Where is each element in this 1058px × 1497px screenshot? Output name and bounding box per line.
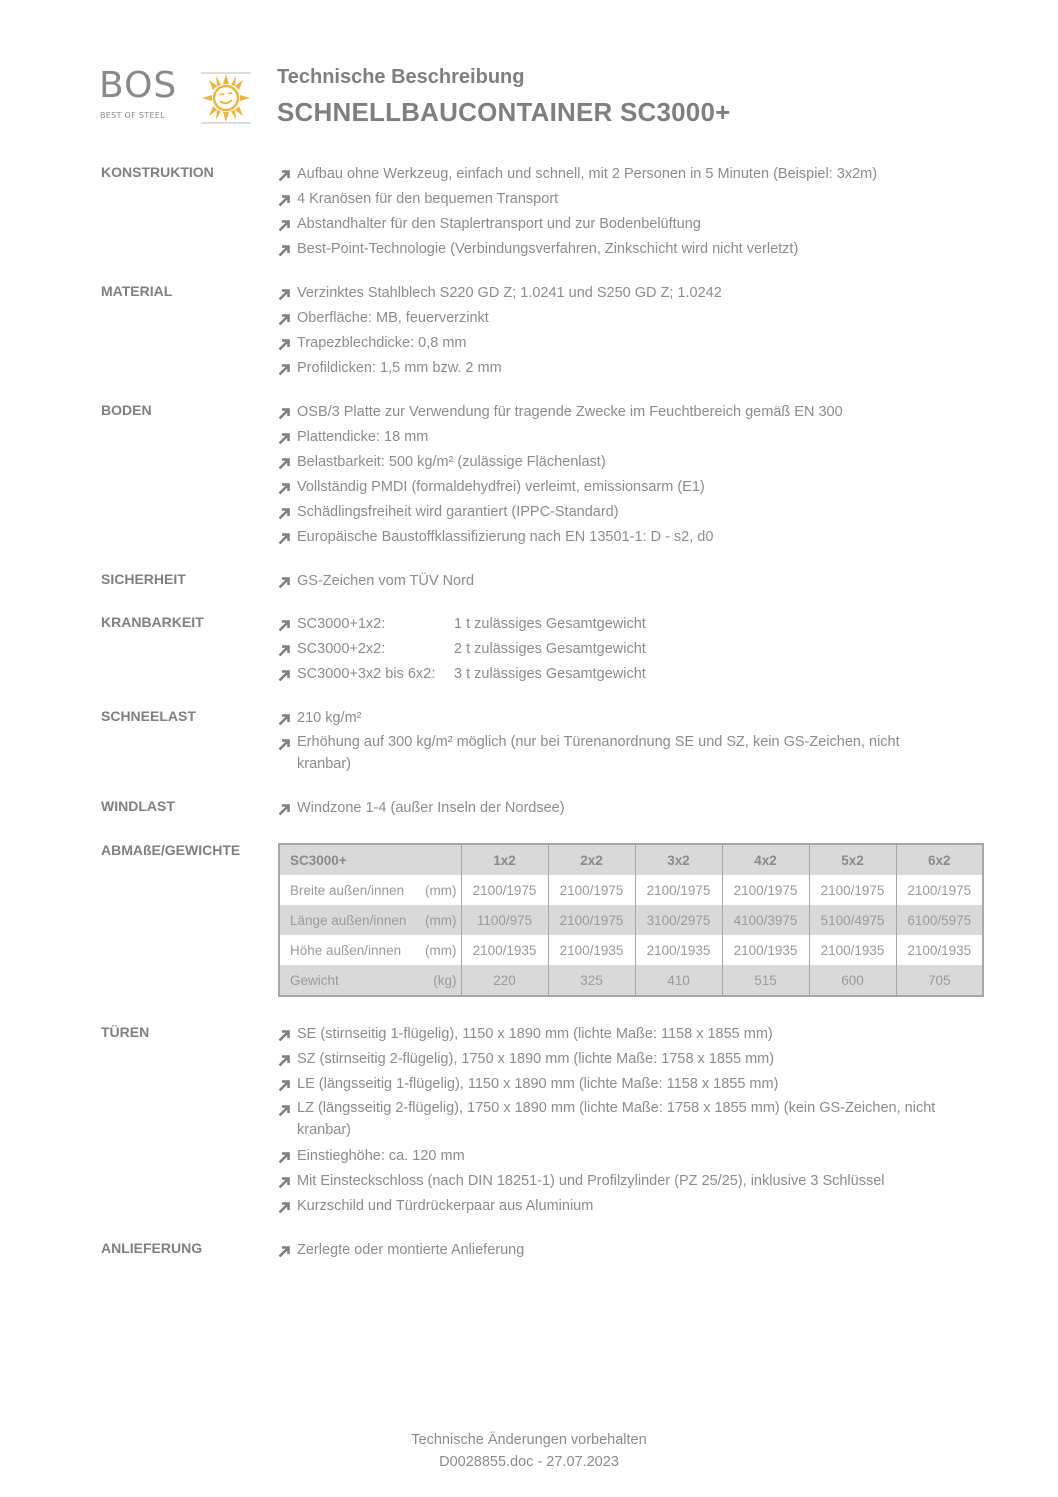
arrow-up-right-icon [278,400,291,425]
section-label: KONSTRUKTION [101,164,214,180]
arrow-up-right-icon [278,796,291,821]
table-cell: 4100/3975 [722,905,809,935]
arrow-up-right-icon [278,1144,291,1169]
list-item: SE (stirnseitig 1-flügelig), 1150 x 1890 mm (lichte Maße: 1158 x 1855 mm) [278,1022,968,1047]
arrow-up-right-icon [278,1194,291,1219]
list-item: Abstandhalter für den Staplertransport und zur Bodenbelüftung [278,212,978,237]
table-cell: 2100/1935 [896,935,983,965]
section-label: ANLIEFERUNG [101,1240,203,1256]
logo-tagline: BEST OF STEEL [100,111,165,120]
arrow-up-right-icon [278,1097,291,1122]
section-label: SCHNEELAST [101,708,196,724]
table-cell: 2100/1935 [809,935,896,965]
table-cell: 5100/4975 [809,905,896,935]
arrow-up-right-icon [278,1022,291,1047]
table-cell: 410 [635,965,722,996]
arrow-up-right-icon [278,450,291,475]
arrow-up-right-icon [278,706,291,731]
arrow-up-right-icon [278,356,291,381]
table-cell: 600 [809,965,896,996]
section-label: SICHERHEIT [101,571,186,587]
arrow-up-right-icon [278,281,291,306]
arrow-up-right-icon [278,612,291,637]
arrow-up-right-icon [278,237,291,262]
arrow-up-right-icon [278,637,291,662]
arrow-up-right-icon [278,500,291,525]
arrow-up-right-icon [278,187,291,212]
table-row [279,875,983,905]
table-header-cell: 5x2 [809,844,896,875]
table-cell: 2100/1975 [548,905,635,935]
table-cell: 2100/1935 [461,935,548,965]
table-cell: 2100/1975 [461,875,548,905]
arrow-up-right-icon [278,569,291,594]
list-item: Mit Einsteckschloss (nach DIN 18251-1) und Profilzylinder (PZ 25/25), inklusive 3 Schlüssel [278,1169,968,1194]
table-cell: 2100/1935 [548,935,635,965]
table-cell: 325 [548,965,635,996]
model-capacity: 1 t zulässiges Gesamtgewicht [454,616,646,632]
table-cell: 2100/1975 [722,875,809,905]
row-label: Länge außen/innen (mm) [279,905,461,935]
logo-brand: BOS [99,65,178,106]
list-item: Kurzschild und Türdrückerpaar aus Aluminium [278,1194,968,1219]
model-capacity: 2 t zulässiges Gesamtgewicht [454,641,646,657]
table-header-cell: 1x2 [461,844,548,875]
list-item: OSB/3 Platte zur Verwendung für tragende Zwecke im Feuchtbereich gemäß EN 300 [278,400,978,425]
sun-logo-icon [199,70,253,126]
list-item: SZ (stirnseitig 2-flügelig), 1750 x 1890 mm (lichte Maße: 1758 x 1855 mm) [278,1047,968,1072]
model-capacity: 3 t zulässiges Gesamtgewicht [454,666,646,682]
arrow-up-right-icon [278,475,291,500]
document-subtitle: Technische Beschreibung [277,66,525,88]
dimensions-table [278,843,984,997]
section-label: WINDLAST [101,798,175,814]
list-item: Oberfläche: MB, feuerverzinkt [278,306,978,331]
table-cell: 2100/1975 [548,875,635,905]
table-cell: 1100/975 [461,905,548,935]
arrow-up-right-icon [278,331,291,356]
table-header-cell: SC3000+ [279,844,461,875]
list-item: Belastbarkeit: 500 kg/m² (zulässige Flächenlast) [278,450,978,475]
arrow-up-right-icon [278,162,291,187]
table-cell: 220 [461,965,548,996]
list-item: Best-Point-Technologie (Verbindungsverfahren, Zinkschicht wird nicht verletzt) [278,237,978,262]
table-cell: 3100/2975 [635,905,722,935]
table-cell: 2100/1975 [809,875,896,905]
table-row [279,935,983,965]
list-item [278,612,978,637]
table-header-cell: 3x2 [635,844,722,875]
arrow-up-right-icon [278,525,291,550]
table-cell: 2100/1935 [635,935,722,965]
list-item: Schädlingsfreiheit wird garantiert (IPPC-Standard) [278,500,978,525]
list-item: GS-Zeichen vom TÜV Nord [278,569,978,594]
table-header-row [279,844,983,875]
arrow-up-right-icon [278,1238,291,1263]
list-item: Plattendicke: 18 mm [278,425,978,450]
list-item: Zerlegte oder montierte Anlieferung [278,1238,978,1263]
table-cell: 515 [722,965,809,996]
document-title: SCHNELLBAUCONTAINER SC3000+ [277,97,731,127]
table-cell: 2100/1935 [722,935,809,965]
table-cell: 2100/1975 [635,875,722,905]
table-cell: 705 [896,965,983,996]
row-label: Breite außen/innen (mm) [279,875,461,905]
list-item: Einstieghöhe: ca. 120 mm [278,1144,968,1169]
section-label: MATERIAL [101,283,173,299]
arrow-up-right-icon [278,662,291,687]
list-item: Erhöhung auf 300 kg/m² möglich (nur bei Türenanordnung SE und SZ, kein GS-Zeichen, nicht kranbar) [278,731,928,778]
model-name: SC3000+1x2: [297,616,386,632]
section-label: BODEN [101,402,152,418]
table-row [279,965,983,996]
table-header-cell: 6x2 [896,844,983,875]
list-item [278,662,978,687]
footer-note: Technische Änderungen vorbehalten [411,1432,647,1448]
arrow-up-right-icon [278,212,291,237]
table-cell: 6100/5975 [896,905,983,935]
model-name: SC3000+3x2 bis 6x2: [297,666,436,682]
list-item: Profildicken: 1,5 mm bzw. 2 mm [278,356,978,381]
arrow-up-right-icon [278,425,291,450]
list-item: Windzone 1-4 (außer Inseln der Nordsee) [278,796,978,821]
list-item: Verzinktes Stahlblech S220 GD Z; 1.0241 und S250 GD Z; 1.0242 [278,281,978,306]
list-item: 210 kg/m² [278,706,928,731]
bos-logo [99,65,254,128]
footer-document-id: D0028855.doc - 27.07.2023 [439,1454,619,1470]
section-label: TÜREN [101,1024,150,1040]
arrow-up-right-icon [278,1072,291,1097]
arrow-up-right-icon [278,306,291,331]
list-item: LZ (längsseitig 2-flügelig), 1750 x 1890 mm (lichte Maße: 1758 x 1855 mm) (kein GS-Zeichen, nicht kranbar) [278,1097,968,1144]
list-item: Trapezblechdicke: 0,8 mm [278,331,978,356]
arrow-up-right-icon [278,1169,291,1194]
section-label: KRANBARKEIT [101,614,204,630]
list-item: Aufbau ohne Werkzeug, einfach und schnell, mit 2 Personen in 5 Minuten (Beispiel: 3x2m) [278,162,978,187]
table-row [279,905,983,935]
list-item: Europäische Baustoffklassifizierung nach EN 13501-1: D - s2, d0 [278,525,978,550]
list-item: 4 Kranösen für den bequemen Transport [278,187,978,212]
arrow-up-right-icon [278,731,291,756]
table-header-cell: 4x2 [722,844,809,875]
row-label: Höhe außen/innen (mm) [279,935,461,965]
list-item: Vollständig PMDI (formaldehydfrei) verleimt, emissionsarm (E1) [278,475,978,500]
model-name: SC3000+2x2: [297,641,386,657]
list-item: LE (längsseitig 1-flügelig), 1150 x 1890 mm (lichte Maße: 1158 x 1855 mm) [278,1072,968,1097]
section-label: ABMAßE/GEWICHTE [101,842,241,858]
list-item [278,637,978,662]
table-header-cell: 2x2 [548,844,635,875]
arrow-up-right-icon [278,1047,291,1072]
row-label: Gewicht (kg) [279,965,461,996]
table-cell: 2100/1975 [896,875,983,905]
